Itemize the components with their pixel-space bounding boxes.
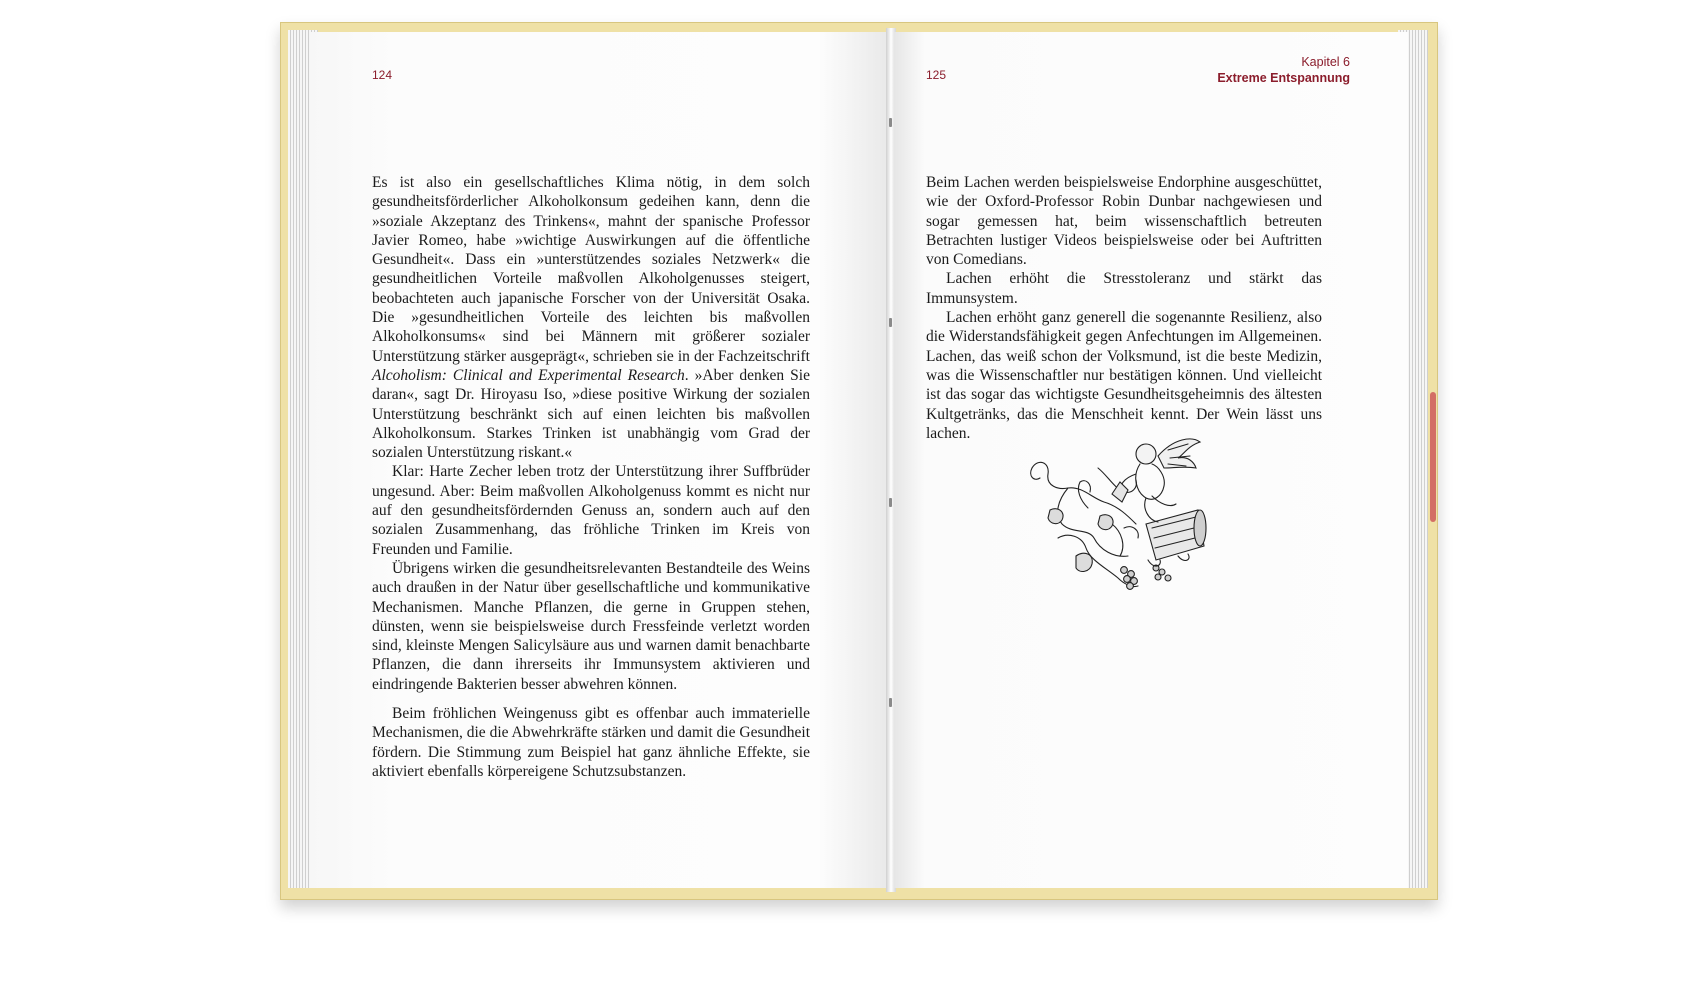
binding-stitch (889, 318, 892, 327)
chapter-title: Extreme Entspannung (1217, 71, 1350, 85)
binding-stitch (889, 118, 892, 127)
binding-stitch (889, 698, 892, 707)
left-page (310, 32, 888, 888)
binding-stitch (889, 498, 892, 507)
paragraph: Klar: Harte Zecher leben trotz der Unterstützung ihrer Suffbrüder ungesund. Aber: Beim maßvollen Alkoholgenuss kommt es nicht nur auf den gesundheitsfördernden Genuss an, sondern auch auf den sozialen Zusammenhang, das fröhliche Trinken im Kreis von Freunden und Familie. (372, 463, 810, 558)
left-page-text (372, 173, 810, 781)
cherub-ornament-icon (1028, 428, 1228, 596)
right-page (894, 32, 1408, 888)
paragraph: Übrigens wirken die gesundheitsrelevanten Bestandteile des Weins auch draußen in der Natur über gesellschaftliche und kommunikative Mechanismen. Manche Pflanzen, die gerne in Gruppen stehen, dünsten, wenn sie beispielsweise durch Fressfeinde verletzt worden sind, kleinste Mengen Salicylsäure aus und warnen damit benachbarte Pflanzen, die dann ihrerseits ihr Immunsystem aktivieren und eindringende Bakterien besser abwehren können. (372, 559, 810, 693)
chapter-label: Kapitel 6 (1301, 55, 1350, 69)
paragraph: Lachen erhöht die Stresstoleranz und stärkt das Immunsystem. (926, 270, 1322, 307)
open-book (280, 22, 1436, 902)
paragraph (372, 173, 810, 462)
ribbon-marker (1430, 392, 1436, 522)
paragraph: Beim fröhlichen Weingenuss gibt es offenbar auch immaterielle Mechanismen, die die Abwehrkräfte stärken und damit die Gesundheit fördern. Die Stimmung zum Beispiel hat ganz ähnliche Effekte, sie aktiviert ebenfalls körpereigene Schutzsubstanzen. (372, 705, 810, 780)
paragraph: Lachen erhöht ganz generell die sogenannte Resilienz, also die Widerstandsfähigkeit gegen Anfechtungen im Allgemeinen. Lachen, das weiß schon der Volksmund, ist die beste Medizin, was die Wissenschaftler nur bestätigen können. Und vielleicht ist das sogar das wichtigste Gesundheitsgeheimnis des ältesten Kultgetränks, das die Menschheit kennt. Der Wein lässt uns lachen. (926, 309, 1322, 442)
paragraph-text: . »Aber denken Sie daran«, sagt Dr. Hiroyasu Iso, »diese positive Wirkung der sozialen Unterstützung beschränkt sich auf einen leichten bis maßvollen Alkoholkonsum. Starkes Trinken ist unabhängig vom Grad der sozialen Unterstützung riskant.« (372, 366, 810, 462)
journal-title: Alcoholism: Clinical and Experimental Research (372, 366, 685, 384)
page-number-left: 124 (372, 68, 393, 82)
right-page-text (926, 173, 1322, 443)
paragraph-text: Es ist also ein gesellschaftliches Klima nötig, in dem solch gesundheitsförderlicher Alkoholkonsum gedeihen kann, denn die »soziale Akzeptanz des Trinkens«, mahnt der spanische Professor Javier Romeo, habe »wichtige Auswirkungen auf die öffentliche Gesundheit«. Dass ein »unterstützendes soziales Netzwerk« die gesundheitlichen Vorteile maßvollen Alkoholgenusses steigert, beobachteten auch japanische Forscher von der Universität Osaka. Die »gesundheitlichen Vorteile des leichten bis maßvollen Alkoholkonsums« sind bei Männern mit größerer sozialer Unterstützung stärker ausgeprägt«, schrieben sie in der Fachzeitschrift (372, 174, 810, 365)
page-number-right: 125 (926, 68, 947, 82)
running-header (1217, 54, 1350, 86)
paragraph: Beim Lachen werden beispielsweise Endorphine ausgeschüttet, wie der Oxford-Professor Robin Dunbar nachgewiesen und sogar gemessen hat, beim wissenschaftlich betreuten Betrachten lustiger Videos beispielsweise oder bei Auftritten von Comedians. (926, 174, 1322, 269)
